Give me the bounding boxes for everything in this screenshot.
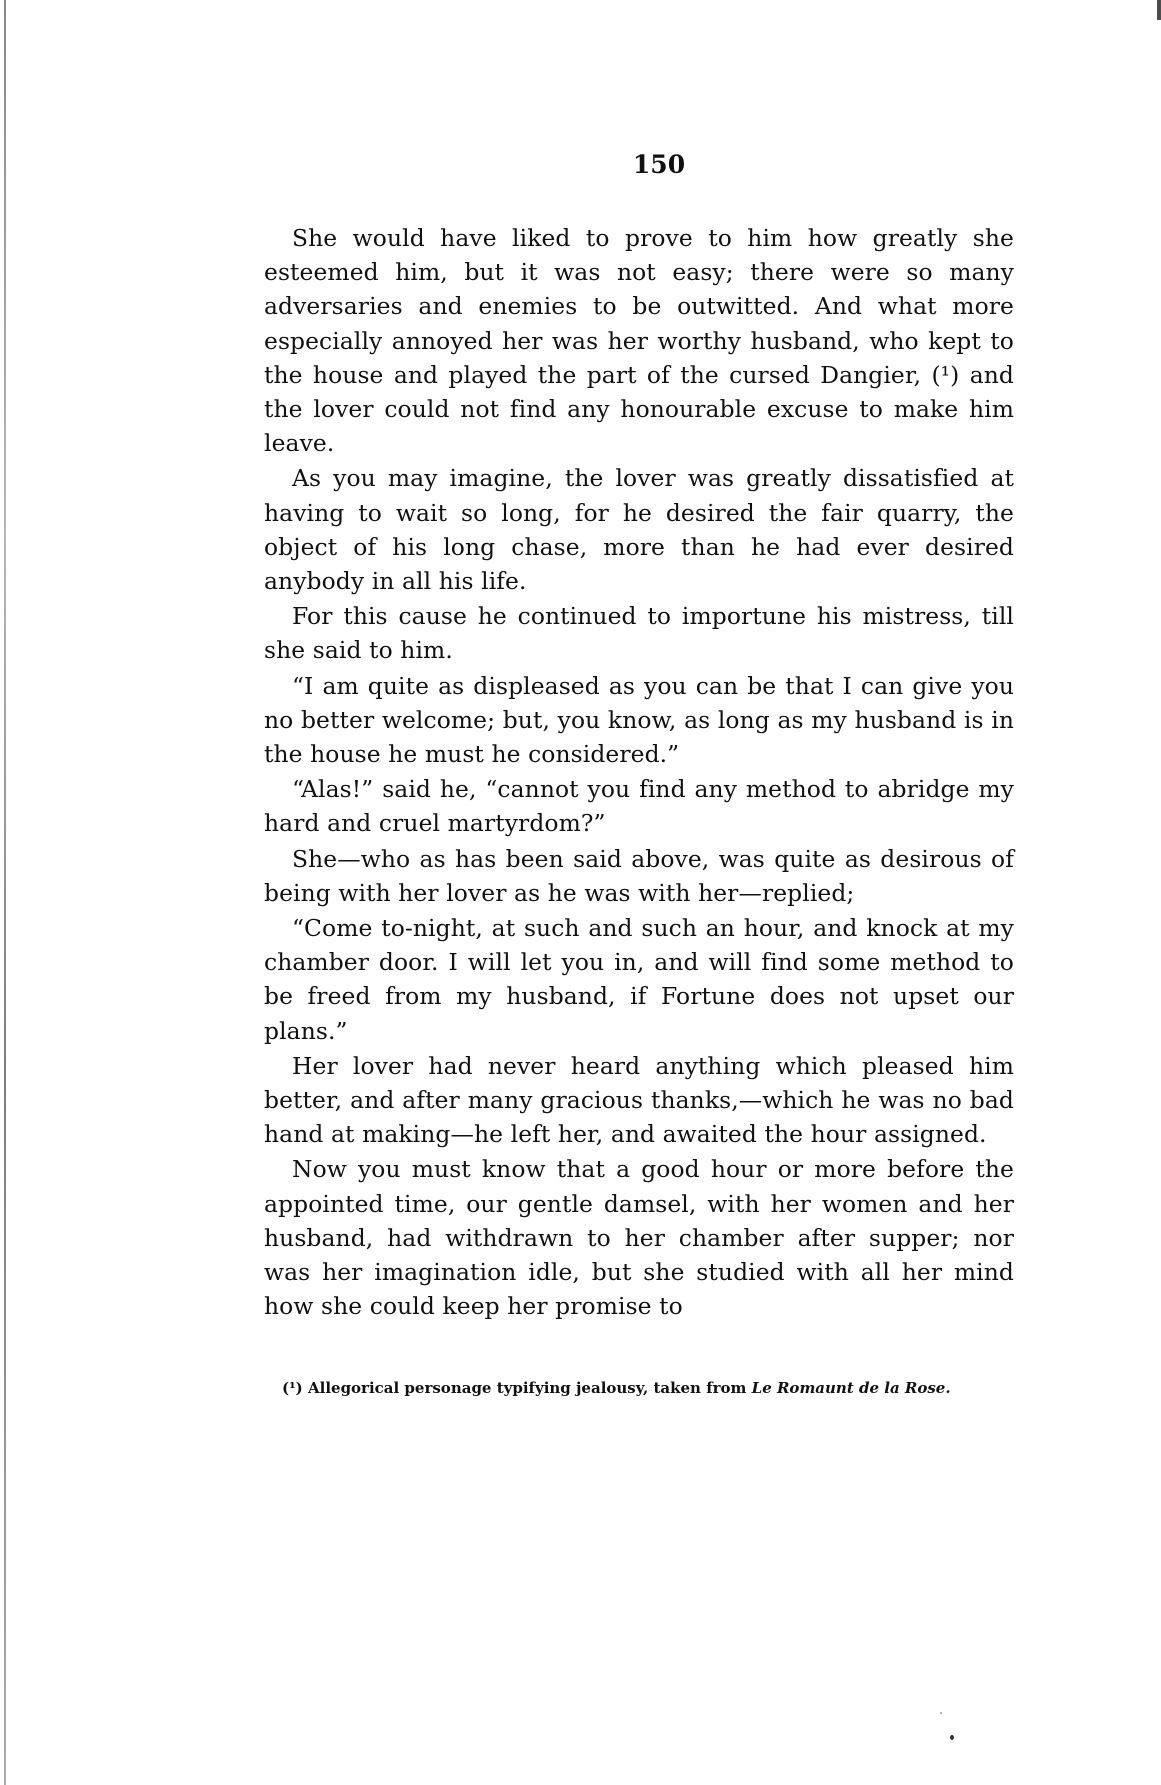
paragraph-6: She—who as has been said above, was quite as desirous of being with her lover as he was with her—replied; <box>264 844 1014 907</box>
paragraph-5: “Alas!” said he, “cannot you find any method to abridge my hard and cruel martyrdom?” <box>264 775 1014 838</box>
scan-edge-right <box>1157 0 1161 20</box>
paragraph-9: Now you must know that a good hour or more before the appointed time, our gentle damsel, with her women and her husband, had withdrawn to her chamber after supper; nor was her imagination idle, but she studied with all her mind how she could keep her promise to <box>264 1155 1014 1321</box>
scan-speck <box>950 1735 954 1740</box>
paragraph-3: For this cause he continued to importune his mistress, till she said to him. <box>264 602 1014 665</box>
page-number: 150 <box>632 150 686 179</box>
footnote-source-title: Le Romaunt de la Rose. <box>751 1379 951 1397</box>
footnote-text: (¹) Allegorical personage typifying jealousy, taken from <box>282 1379 752 1397</box>
paragraph-8: Her lover had never heard anything which pleased him better, and after many gracious thanks,—which he was no bad hand at making—he left her, and awaited the hour assigned. <box>264 1051 1014 1149</box>
scan-edge-left <box>4 0 6 1785</box>
paragraph-7: “Come to-night, at such and such an hour, and knock at my chamber door. I will let you in, and will find some method to be freed from my husband, if Fortune does not upset our plans.” <box>264 914 1014 1045</box>
paragraph-4: “I am quite as displeased as you can be that I can give you no better welcome; but, you know, as long as my husband is in the house he must he considered.” <box>264 671 1014 769</box>
paragraph-1: She would have liked to prove to him how greatly she esteemed him, but it was not easy; there were so many adversaries and enemies to be outwitted. And what more especially annoyed her was her worthy husband, who kept to the house and played the part of the cursed Dangier, (¹) and the lover could not find any honourable excuse to make him leave. <box>264 224 1014 458</box>
scan-speck <box>940 1712 942 1714</box>
footnote <box>264 1378 1014 1398</box>
paragraph-2: As you may imagine, the lover was greatly dissatisfied at having to wait so long, for he desired the fair quarry, the object of his long chase, more than he had ever desired anybody in all his life. <box>264 464 1014 596</box>
page-body <box>264 150 1014 1325</box>
